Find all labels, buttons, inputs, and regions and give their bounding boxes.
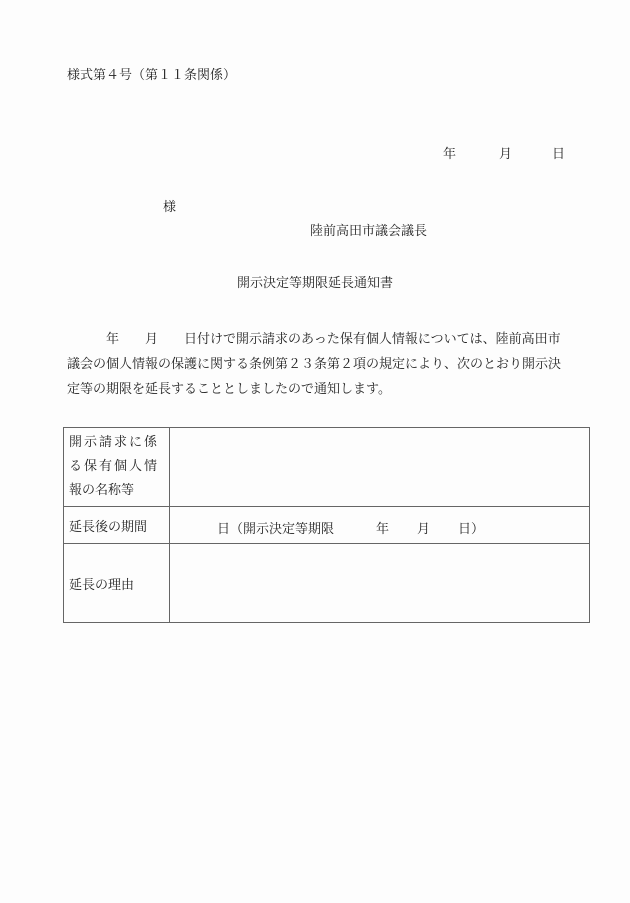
body-line: 定等の期限を延長することとしましたので通知します。 xyxy=(67,382,391,397)
period-year-label: 年 xyxy=(376,522,390,537)
sender-name: 陸前高田市議会議長 xyxy=(310,224,428,239)
table-row-extended-period xyxy=(64,507,590,544)
table-label-info-name xyxy=(64,428,170,507)
table-label-reason: 延長の理由 xyxy=(64,544,170,623)
table-value-info-name[interactable] xyxy=(170,428,590,507)
form-table xyxy=(63,427,590,623)
table-value-reason[interactable] xyxy=(170,544,590,623)
label-line: る保有個人情 xyxy=(69,459,160,474)
table-label-extended-period: 延長後の期間 xyxy=(64,507,170,544)
body-line: 年 月 日付けで開示請求のあった保有個人情報については、陸前高田市 xyxy=(67,332,561,347)
date-month-label: 月 xyxy=(499,147,513,162)
table-row-reason xyxy=(64,544,590,623)
document-title: 開示決定等期限延長通知書 xyxy=(236,276,393,291)
body-line: 議会の個人情報の保護に関する条例第２３条第２項の規定により、次のとおり開示決 xyxy=(67,357,562,372)
period-day-close: 日） xyxy=(458,522,485,537)
label-line: 報の名称等 xyxy=(69,483,135,498)
body-paragraph xyxy=(67,327,587,402)
label-line: 開示請求に係 xyxy=(69,435,160,450)
date-day-label: 日 xyxy=(552,147,566,162)
period-month-label: 月 xyxy=(417,522,431,537)
addressee-honorific: 様 xyxy=(163,200,177,215)
date-year-label: 年 xyxy=(443,147,457,162)
period-day-text: 日（開示決定等期限 xyxy=(217,522,335,537)
table-row-info-name xyxy=(64,428,590,507)
table-value-extended-period[interactable] xyxy=(170,507,590,544)
form-number: 様式第４号（第１１条関係） xyxy=(67,68,237,83)
